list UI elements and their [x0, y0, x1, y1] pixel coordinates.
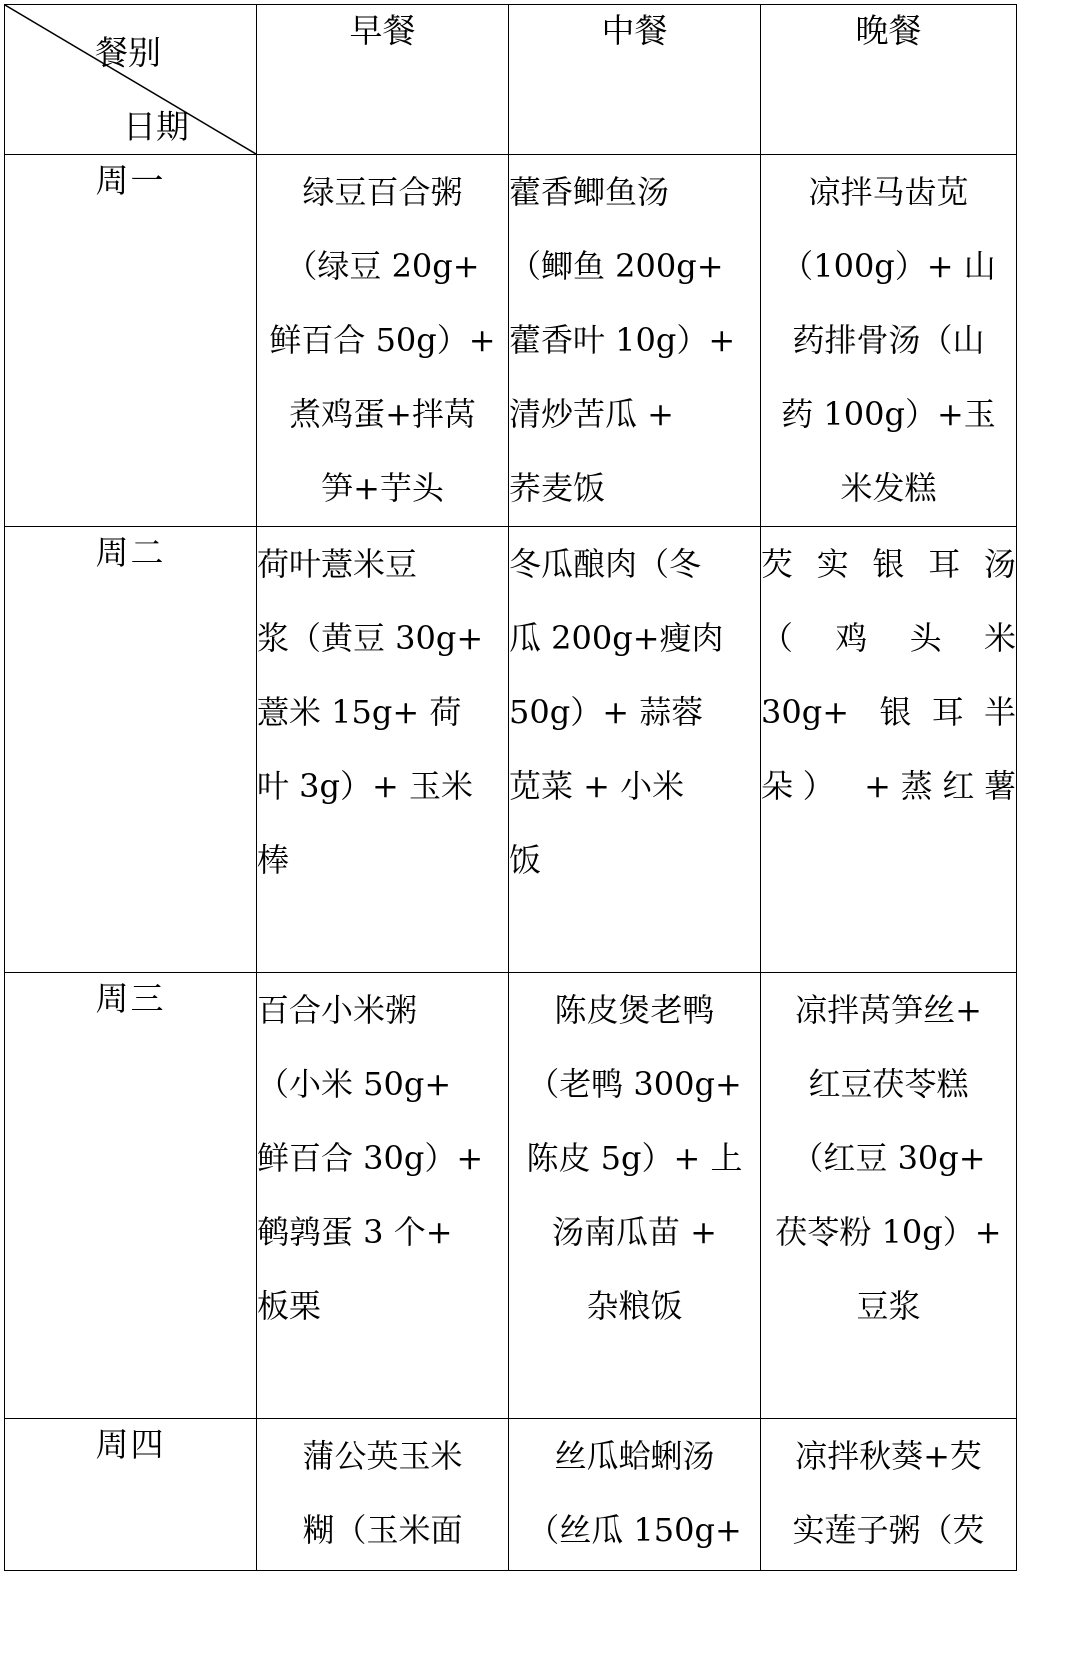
table-row — [5, 1419, 1017, 1571]
breakfast-cell: 百合小米粥 （小米 50g+ 鲜百合 30g）+ 鹌鹑蛋 3 个+ 板栗 — [257, 973, 509, 1419]
dinner-cell: 凉拌莴笋丝+ 红豆茯苓糕 （红豆 30g+ 茯苓粉 10g）+ 豆浆 — [761, 973, 1017, 1419]
day-cell: 周三 — [5, 973, 257, 1419]
breakfast-header: 早餐 — [257, 5, 509, 155]
breakfast-cell: 蒲公英玉米 糊（玉米面 — [257, 1419, 509, 1571]
dinner-cell: 凉拌马齿苋 （100g）+ 山 药排骨汤（山 药 100g）+玉 米发糕 — [761, 155, 1017, 527]
lunch-header: 中餐 — [509, 5, 761, 155]
lunch-cell: 藿香鲫鱼汤 （鲫鱼 200g+ 藿香叶 10g）+ 清炒苦瓜 + 荞麦饭 — [509, 155, 761, 527]
date-label: 日期 — [123, 107, 189, 146]
lunch-cell: 丝瓜蛤蜊汤 （丝瓜 150g+ — [509, 1419, 761, 1571]
dinner-cell: 芡实银耳汤 （ 鸡 头 米 30g+ 银耳半 朵） +蒸红薯 — [761, 527, 1017, 973]
lunch-cell: 陈皮煲老鸭 （老鸭 300g+ 陈皮 5g）+ 上 汤南瓜苗 + 杂粮饭 — [509, 973, 761, 1419]
breakfast-cell: 荷叶薏米豆 浆（黄豆 30g+ 薏米 15g+ 荷 叶 3g）+ 玉米 棒 — [257, 527, 509, 973]
meal-plan-table — [4, 4, 1017, 1571]
meal-type-label: 餐别 — [95, 33, 161, 72]
corner-header-cell — [5, 5, 257, 155]
day-cell: 周二 — [5, 527, 257, 973]
day-cell: 周四 — [5, 1419, 257, 1571]
table-row — [5, 527, 1017, 973]
header-row — [5, 5, 1017, 155]
day-cell: 周一 — [5, 155, 257, 527]
table-row — [5, 155, 1017, 527]
dinner-header: 晚餐 — [761, 5, 1017, 155]
table-row — [5, 973, 1017, 1419]
dinner-cell: 凉拌秋葵+芡 实莲子粥（芡 — [761, 1419, 1017, 1571]
breakfast-cell: 绿豆百合粥 （绿豆 20g+ 鲜百合 50g）+ 煮鸡蛋+拌莴 笋+芋头 — [257, 155, 509, 527]
lunch-cell: 冬瓜酿肉（冬 瓜 200g+瘦肉 50g）+ 蒜蓉 苋菜 + 小米 饭 — [509, 527, 761, 973]
